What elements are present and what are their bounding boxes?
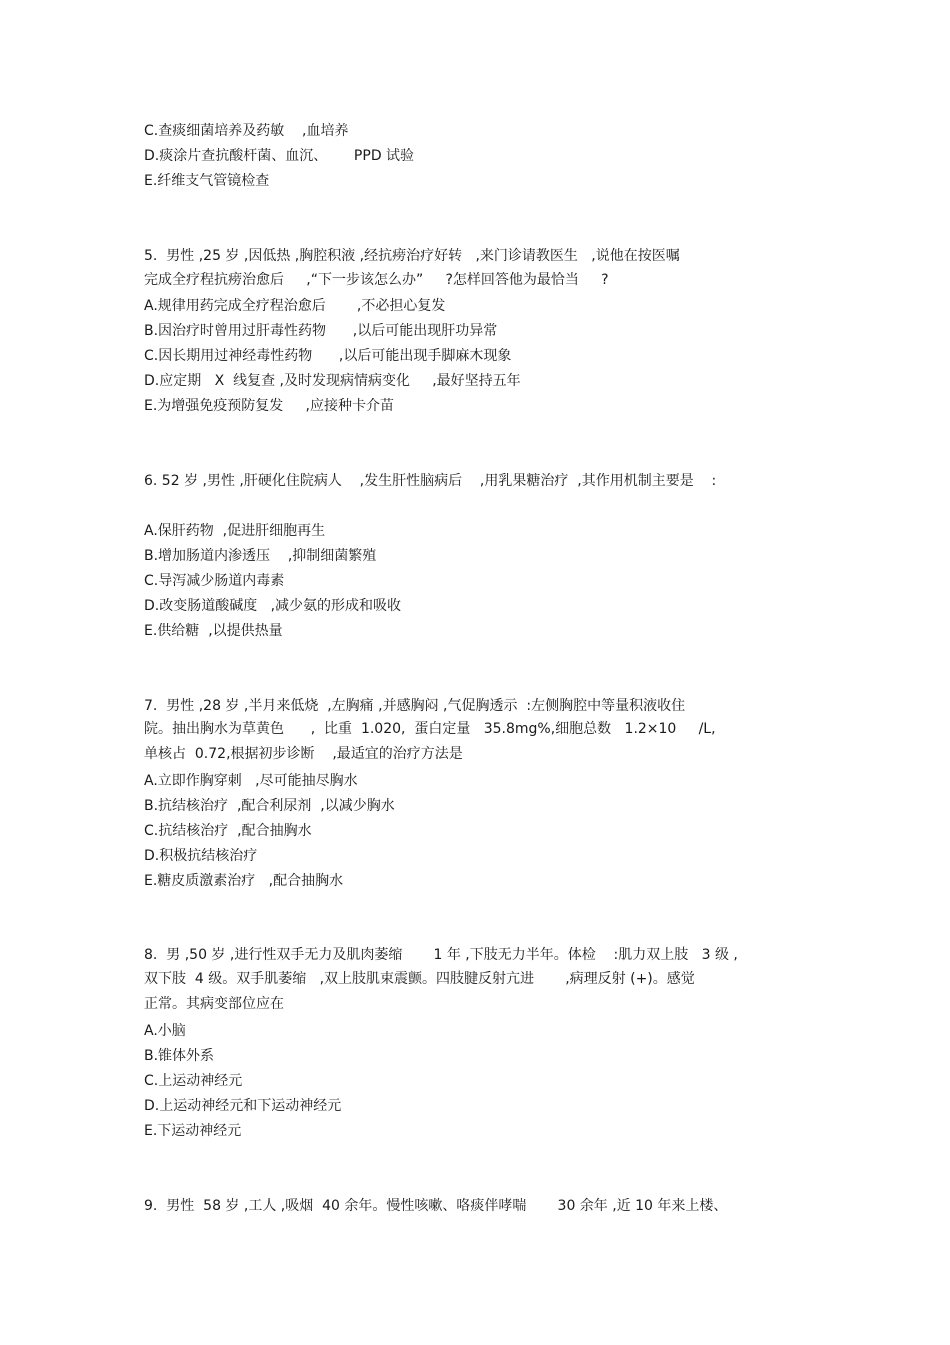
- option-c-text: C.因长期用过神经毒性药物 ,以后可能出现手脚麻木现象: [144, 348, 512, 364]
- option-c-text: C.抗结核治疗 ,配合抽胸水: [144, 823, 312, 839]
- question-8-stem: 双下肢 4 级。双手肌萎缩 ,双上肢肌束震颤。四肢腱反射亢进 ,病理反射 (+)。感觉: [144, 971, 695, 987]
- question-8-stem: 正常。其病变部位应在: [144, 996, 284, 1012]
- question-9-stem: 9. 男性 58 岁 ,工人 ,吸烟 40 余年。慢性咳嗽、咯痰伴哮喘 30 余年 ,近 10 年来上楼、: [144, 1198, 728, 1214]
- question-8-stem: 8. 男 ,50 岁 ,进行性双手无力及肌肉萎缩 1 年 ,下肢无力半年。体检 :肌力双上肢 3 级 ,: [144, 947, 738, 963]
- option-c-text: C.导泻减少肠道内毒素: [144, 573, 285, 589]
- option-b-text: B.抗结核治疗 ,配合利尿剂 ,以减少胸水: [144, 798, 395, 814]
- option-d-text: D.积极抗结核治疗: [144, 848, 258, 864]
- option-a-text: A.小脑: [144, 1023, 186, 1039]
- option-a-text: A.保肝药物 ,促进肝细胞再生: [144, 523, 326, 539]
- question-5-stem: 5. 男性 ,25 岁 ,因低热 ,胸腔积液 ,经抗痨治疗好转 ,来门诊请教医生 ,说他在按医嘱: [144, 248, 680, 264]
- question-6-stem: 6. 52 岁 ,男性 ,肝硬化住院病人 ,发生肝性脑病后 ,用乳果糖治疗 ,其作用机制主要是 :: [144, 473, 717, 489]
- option-b-text: B.锥体外系: [144, 1048, 215, 1064]
- option-c-text: C.上运动神经元: [144, 1073, 243, 1089]
- question-5-stem: 完成全疗程抗痨治愈后 ,“下一步该怎么办” ?怎样回答他为最恰当 ?: [144, 272, 609, 288]
- question-7-stem: 7. 男性 ,28 岁 ,半月来低烧 ,左胸痛 ,并感胸闷 ,气促胸透示 :左侧胸腔中等量积液收住: [144, 698, 686, 714]
- option-e-text: E.供给糖 ,以提供热量: [144, 623, 283, 639]
- option-e-text: E.下运动神经元: [144, 1123, 242, 1139]
- option-e-text: E.为增强免疫预防复发 ,应接种卡介苗: [144, 398, 394, 414]
- question-7-stem: 单核占 0.72,根据初步诊断 ,最适宜的治疗方法是: [144, 746, 463, 762]
- option-d-text: D.应定期 X 线复查 ,及时发现病情病变化 ,最好坚持五年: [144, 373, 521, 389]
- option-b-text: B.增加肠道内渗透压 ,抑制细菌繁殖: [144, 548, 377, 564]
- option-d-text: D.上运动神经元和下运动神经元: [144, 1098, 342, 1114]
- option-b-text: B.因治疗时曾用过肝毒性药物 ,以后可能出现肝功异常: [144, 323, 498, 339]
- question-7-stem: 院。抽出胸水为草黄色 , 比重 1.020, 蛋白定量 35.8mg%,细胞总数 1.2×10 /L,: [144, 721, 716, 737]
- option-e-text: E.纤维支气管镜检查: [144, 173, 270, 189]
- option-a-text: A.规律用药完成全疗程治愈后 ,不必担心复发: [144, 298, 446, 314]
- option-a-text: A.立即作胸穿刺 ,尽可能抽尽胸水: [144, 773, 358, 789]
- option-c-text: C.查痰细菌培养及药敏 ,血培养: [144, 123, 349, 139]
- option-d-text: D.改变肠道酸碱度 ,减少氨的形成和吸收: [144, 598, 402, 614]
- option-e-text: E.糖皮质激素治疗 ,配合抽胸水: [144, 873, 344, 889]
- option-d-text: D.痰涂片查抗酸杆菌、血沉、 PPD 试验: [144, 148, 415, 164]
